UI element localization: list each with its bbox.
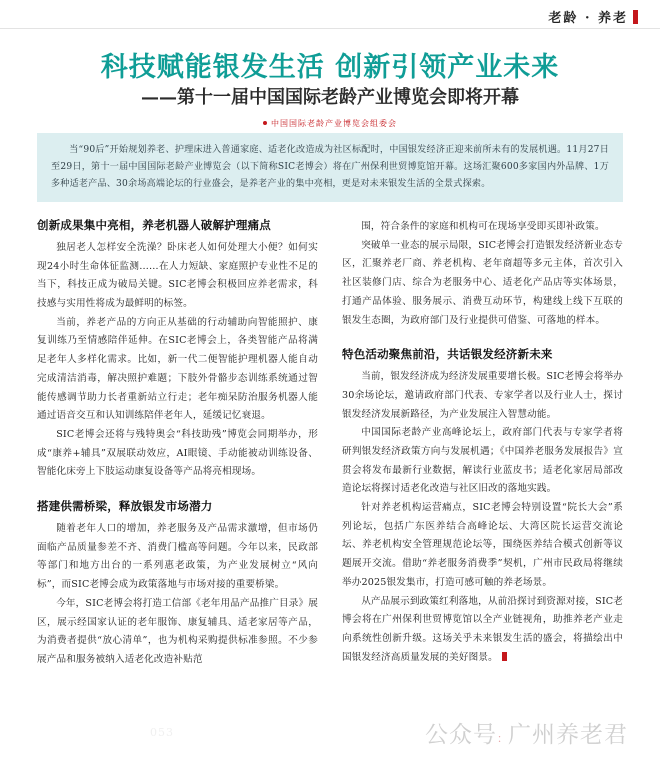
right-column bbox=[342, 218, 623, 670]
byline bbox=[0, 118, 660, 129]
paragraph: 随着老年人口的增加，养老服务及产品需求激增，但市场仍面临产品质量参差不齐、消费门槛高等问题。今年以来，民政部等部门和地方出台的一系列惠老政策，为产业发展树立“风向标”，而SIC老博会成为政策落地与市场对接的重要桥梁。 bbox=[37, 523, 318, 591]
paragraph: 当前，银发经济成为经济发展重要增长极。SIC老博会将举办30余场论坛，邀请政府部门代表、专家学者以及行业人士，探讨银发经济发展新路径，为产业发展注入智慧动能。 bbox=[342, 371, 623, 420]
end-of-article-mark bbox=[502, 652, 507, 661]
running-head-label: 老龄 · 养老 bbox=[548, 11, 628, 26]
page-subtitle: ——第十一届中国国际老龄产业博览会即将开幕 bbox=[141, 87, 519, 109]
lead-box bbox=[37, 133, 623, 202]
paragraph: 突破单一业态的展示局限，SIC老博会打造银发经济新业态专区，汇聚养老厂商、养老机构、老年商超等多元主体，首次引入社区装修门店、综合为老服务中心、适老化产品店等实体场景，打通产品体验、服务展示、消费互动环节，构建线上线下互联的银发生态圈，为政府部门及行业提供可借鉴、可落地的样本。 bbox=[342, 239, 623, 326]
paragraph: 当前，养老产品的方向正从基础的行动辅助向智能照护、康复训练乃至情感陪伴延伸。在SIC老博会上，各类智能产品将满足老年人多样化需求。比如，新一代二便智能护理机器人能自动完成清洁消毒，解决照护难题；下肢外骨骼步态训练系统通过智能传感调节助力长者重新站立行走；老年痴呆防治服务机器人能通过语音交互和认知训练陪伴老年人，延缓记忆衰退。 bbox=[37, 316, 318, 422]
watermark-prefix: 公众号 bbox=[425, 722, 497, 748]
byline-label: 中国国际老龄产业博览会组委会 bbox=[271, 118, 397, 128]
page-title: 科技赋能银发生活 创新引领产业未来 bbox=[100, 52, 560, 83]
page-number: 053 bbox=[150, 726, 174, 739]
section-heading-activities: 特色活动聚焦前沿，共话银发经济新未来 bbox=[342, 347, 553, 362]
paragraph-text: 从产品展示到政策红利落地，从前沿探讨到资源对接，SIC老博会将在广州保利世贸博览馆以全产业链视角，助推养老产业走向系统性创新升级。这场关乎未来银发生活的盛会，将描绘出中国银发经济高质量发展的美好图景。 bbox=[342, 595, 623, 663]
watermark-suffix: 广州养老君 bbox=[508, 722, 628, 748]
left-column bbox=[37, 218, 318, 670]
section-heading-innovation: 创新成果集中亮相，养老机器人破解护理痛点 bbox=[37, 218, 271, 232]
paragraph: 针对养老机构运营痛点，SIC老博会特别设置“院长大会”系列论坛，包括广东医养结合高峰论坛、大湾区院长运营交流论坛、养老机构安全管理规范论坛等，围绕医养结合模式创新等议题展开交流。借助“养老服务消费季”契机，广州市民政局将继续举办2025银发集市，打造可感可触的养老场景。 bbox=[342, 502, 623, 588]
byline-dot-icon bbox=[263, 121, 267, 125]
paragraph-final bbox=[342, 593, 623, 668]
masthead bbox=[0, 52, 660, 129]
body-columns bbox=[37, 218, 623, 670]
lead-paragraph: 当“90后”开始规划养老、护理床进入普通家庭、适老化改造成为社区标配时，中国银发经济正迎来前所未有的发展机遇。11月27日至29日，第十一届中国国际老龄产业博览会（以下简称SIC老博会）将在广州保利世贸博览馆开幕。这场汇聚600多家国内外品牌、1万多种适老产品、30余场高端论坛的行业盛会，是养老产业的集中亮相，更是对未来银发生活的全景式探索。 bbox=[51, 145, 609, 189]
paragraph: 中国国际老龄产业高峰论坛上，政府部门代表与专家学者将研判银发经济政策方向与发展机遇；《中国养老服务发展报告》宣贯会将发布最新行业数据，解读行业蓝皮书；适老化家居局部改造论坛将探讨适老化改造与社区旧改的落地实践。 bbox=[342, 427, 623, 495]
running-head-marker bbox=[633, 10, 638, 24]
running-head-divider bbox=[0, 28, 660, 29]
paragraph: SIC老博会还将与残特奥会“科技助残”博览会同期举办，形成“康养+辅具”双展联动效应，AI眼镜、手动能被动训练设备、智能化床旁上下肢运动康复设备等产品将亮相现场。 bbox=[37, 428, 318, 478]
section-heading-market: 搭建供需桥梁，释放银发市场潜力 bbox=[37, 499, 213, 514]
watermark bbox=[425, 716, 628, 749]
paragraph: 今年，SIC老博会将打造工信部《老年用品产品推广目录》展区，展示经国家认证的老年服饰、康复辅具、适老家居等产品，为消费者提供“放心清单”，也为机构采购提供标准参照。不少参展产品和服务被纳入适老化改造补贴范 bbox=[37, 597, 318, 665]
watermark-accent: ： bbox=[497, 732, 508, 745]
paragraph: 围，符合条件的家庭和机构可在现场享受即买即补政策。 bbox=[361, 221, 605, 232]
running-head bbox=[548, 7, 638, 26]
paragraph: 独居老人怎样安全洗澡？卧床老人如何处理大小便？如何实现24小时生命体征监测……在人力短缺、家庭照护专业性不足的当下，科技正成为破局关键。SIC老博会积极回应养老需求，科技感与实用性将成为最鲜明的标签。 bbox=[37, 241, 318, 310]
